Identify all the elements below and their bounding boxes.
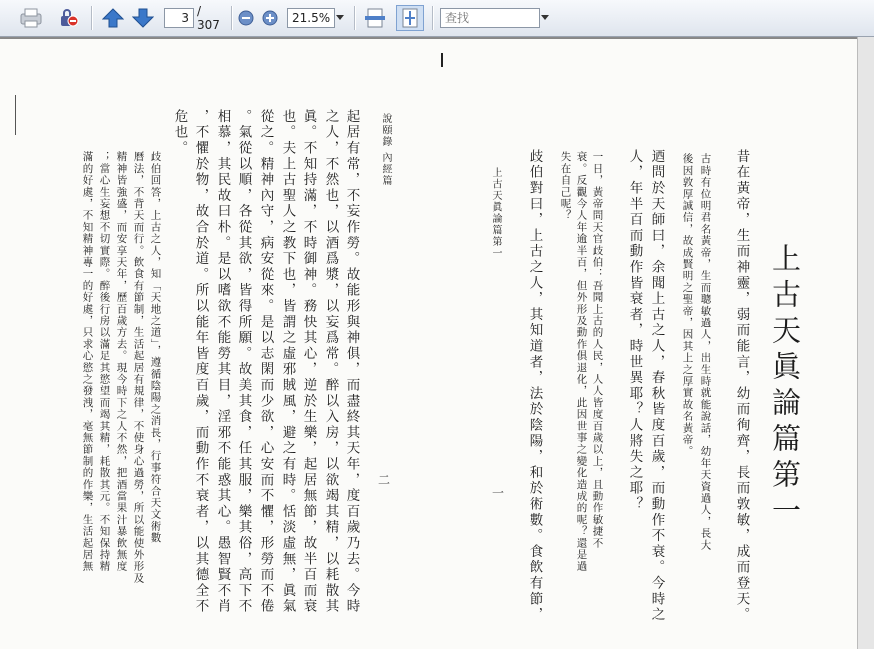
left-text-column: 歧伯回答，上古之人，知「天地之道」，遵循陰陽之消長，行事符合天文術數 <box>149 151 162 544</box>
page-up-icon[interactable] <box>100 5 126 31</box>
left-page-number: 二 <box>378 473 391 487</box>
zoom-dropdown-icon[interactable] <box>335 5 345 31</box>
page-total-label: / 307 <box>197 4 220 32</box>
left-text-column: 滿的好處，不知精神專一的好處，只求心慾之發洩，毫無節制的作樂，生活起居無 <box>81 151 94 573</box>
spine-mark <box>441 53 443 67</box>
right-page-number: 一 <box>492 486 505 500</box>
left-text-column: 曆法，不背天而行。飲食有節制，生活起居有規律，不使身心過勞，所以能使外形及 <box>132 151 145 584</box>
left-text-column: 精神皆強盛，而安享天年，歷百歲方去。現今時下之人不然，把酒當果汁暴飲無度 <box>115 151 128 573</box>
zoom-in-icon[interactable] <box>260 5 280 31</box>
right-text-column: 人，年半百而動作皆衰者，時世異耶？人將失之耶？ <box>626 149 643 513</box>
left-frame-mark <box>15 95 16 135</box>
search-dropdown-icon[interactable] <box>540 5 550 31</box>
left-text-column: ，不懼於物，故合於道。所以能年皆度百歲，而動作不衰者，以其德全不 <box>192 109 209 615</box>
toolbar <box>0 0 874 37</box>
left-text-column: 。氣從以順，各從其欲，皆得所願。故美其食，任其服，樂其俗，高下不 <box>235 109 252 615</box>
print-icon[interactable] <box>16 5 46 31</box>
right-text-column: 一日，黃帝問天官歧伯：吾聞上古的人民，人人皆度百歲以上，且動作敏捷不 <box>591 151 604 549</box>
left-text-column: ；當心生妄想不切實際。醉後行房以滿足其慾望而竭其精，耗散其元。不知保持精 <box>98 151 111 573</box>
left-text-column: 從之。精神內守，病安從來。是以志閑而少欲，心安而不懼，形勞而不倦 <box>257 109 274 615</box>
security-icon[interactable] <box>56 5 82 31</box>
left-text-column: 之人，不然也，以酒爲漿，以妄爲常。醉以入房，以欲竭其精，以耗散其 <box>322 109 339 615</box>
right-text-column: 上古天眞論篇第一 <box>490 167 501 259</box>
right-text-column: 古時有位明君名黃帝，生而聰敏過人，出生時就能說話，幼年天資過人，長大 <box>699 153 712 551</box>
search-input[interactable] <box>440 8 540 28</box>
right-text-column: 歧伯對曰，上古之人，其知道者，法於陰陽，和於術數。食飲有節， <box>526 149 543 623</box>
page-down-icon[interactable] <box>130 5 156 31</box>
document-viewer[interactable] <box>0 37 874 649</box>
right-text-column: 衰。反觀今人年逾半百，但外形及動作俱退化，此因世事之變化造成的呢？還是過 <box>575 151 588 573</box>
left-text-column: 起居有常，不妄作勞。故能形與神俱，而盡終其天年，度百歲乃去。今時 <box>343 109 360 615</box>
right-text-column: 失在自己呢？ <box>559 151 572 222</box>
left-page-header: 說頤錄 內經篇 <box>380 113 391 187</box>
left-text-column: 也。夫上古聖人之教下也，皆謂之虛邪賊風，避之有時。恬淡虛無，眞氣 <box>279 109 296 615</box>
vertical-scrollbar[interactable] <box>857 37 874 649</box>
document-page <box>0 39 858 649</box>
right-text-column: 後因敦厚誠信，故成賢明之聖帝，因其上之厚實故名黃帝。 <box>681 153 694 458</box>
left-text-column: 眞。不知持滿，不時御神。務快其心，逆於生樂，起居無節，故半百而衰 <box>300 109 317 615</box>
fit-width-icon[interactable] <box>362 5 388 31</box>
fit-page-icon[interactable] <box>396 5 424 31</box>
left-text-column: 相慕，其民故曰朴。是以嗜欲不能勞其目，淫邪不能惑其心。愚智賢不肖 <box>214 109 231 615</box>
chapter-title: 上古天眞論篇第一 <box>768 243 802 531</box>
zoom-out-icon[interactable] <box>236 5 256 31</box>
left-text-column: 危也。 <box>171 109 188 157</box>
right-text-column: 昔在黃帝，生而神靈，弱而能言，幼而徇齊，長而敦敏，成而登天。 <box>733 149 750 623</box>
zoom-input[interactable] <box>287 8 335 28</box>
page-number-input[interactable] <box>164 8 194 28</box>
right-text-column: 迺問於天師曰，余聞上古之人，春秋皆度百歲，而動作不衰。今時之 <box>648 149 665 623</box>
